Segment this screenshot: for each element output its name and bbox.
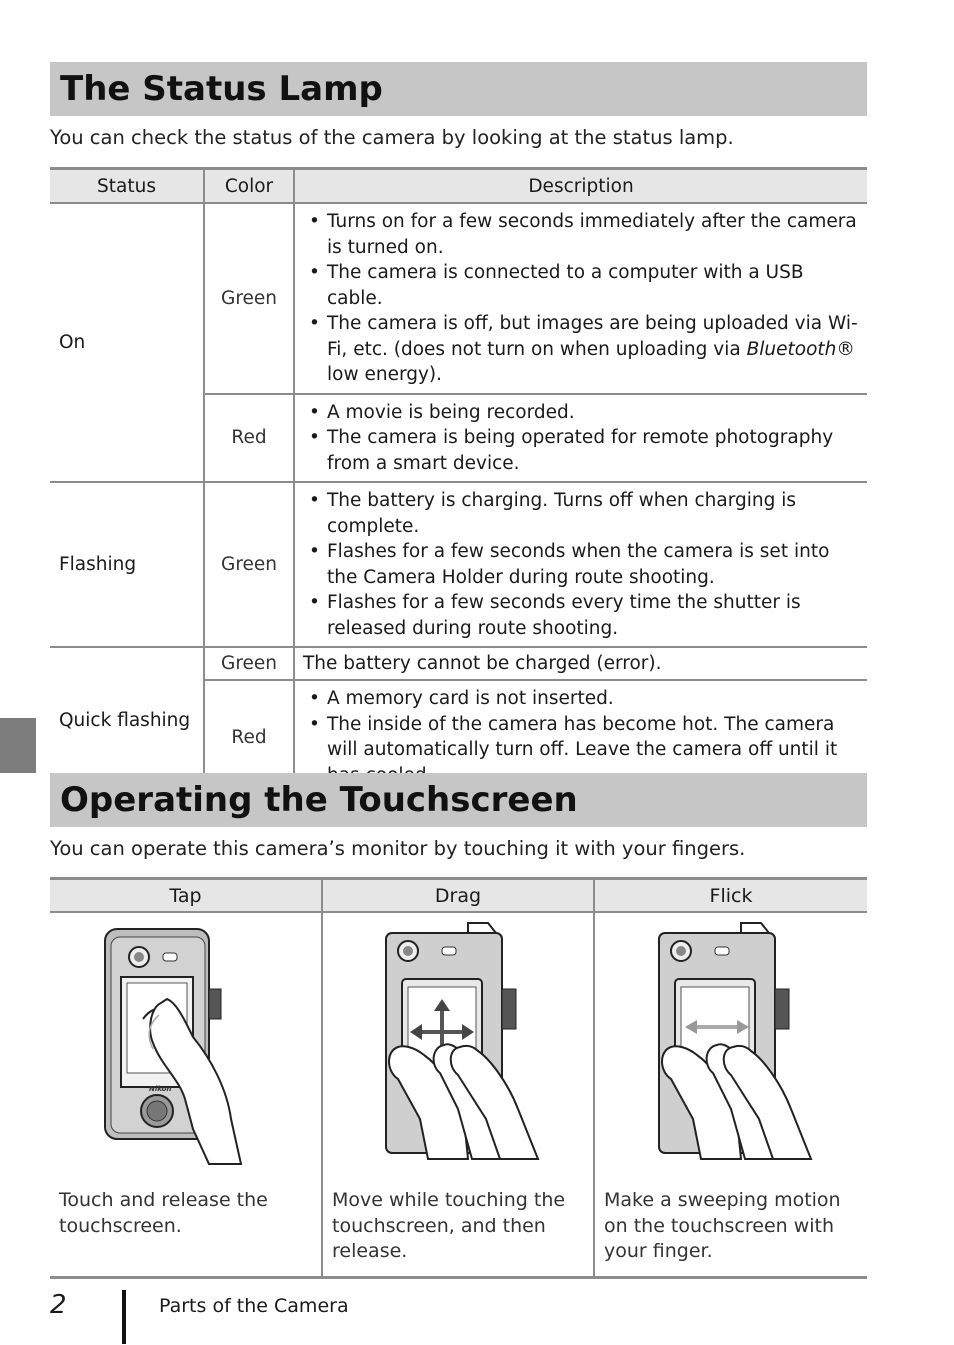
list-item: • Flashes for a few seconds every time the shutter is released during route shooting.	[303, 590, 861, 641]
nikon-logo: Nikon	[148, 1085, 171, 1093]
bluetooth-term: Bluetooth	[746, 338, 837, 360]
status-flashing: Flashing	[50, 482, 204, 647]
status-quick-flashing: Quick flashing	[50, 647, 204, 794]
header-drag: Drag	[322, 879, 594, 913]
status-lamp-heading-bar	[50, 62, 867, 116]
list-item-text: The camera is off, but images are being uploaded via Wi-Fi, etc. (does not turn on when uploading via	[327, 313, 858, 360]
list-item: • The camera is being operated for remote photography from a smart device.	[303, 425, 861, 476]
table-header-row	[50, 169, 867, 204]
tap-illustration	[50, 913, 321, 1188]
touchscreen-title: Operating the Touchscreen	[60, 780, 578, 820]
list-item: • Flashes for a few seconds when the camera is set into the Camera Holder during route shooting.	[303, 539, 861, 590]
status-on: On	[50, 203, 204, 482]
page-number: 2	[50, 1290, 67, 1320]
list-item: • Turns on for a few seconds immediately after the camera is turned on.	[303, 209, 861, 260]
header-description: Description	[294, 169, 867, 204]
drag-illustration	[323, 913, 593, 1188]
header-color: Color	[204, 169, 294, 204]
flick-illustration	[595, 913, 867, 1188]
table-header-row	[50, 879, 867, 913]
color-green: Green	[204, 482, 294, 647]
tap-caption: Touch and release the touchscreen.	[59, 1189, 268, 1237]
drag-cell	[322, 912, 594, 1278]
flick-cell	[594, 912, 867, 1278]
tap-camera-image	[81, 919, 291, 1169]
list-item: • A movie is being recorded.	[303, 400, 861, 426]
table-row	[50, 912, 867, 1278]
chapter-side-tab	[0, 718, 36, 773]
touch-gestures-table	[50, 877, 867, 1279]
color-red: Red	[204, 680, 294, 794]
description-cell	[294, 482, 867, 647]
touchscreen-heading-bar	[50, 773, 867, 827]
color-green: Green	[204, 203, 294, 394]
list-item: • The battery is charging. Turns off when charging is complete.	[303, 488, 861, 539]
footer-section-title: Parts of the Camera	[159, 1295, 349, 1317]
drag-caption: Move while touching the touchscreen, and then release.	[332, 1189, 566, 1262]
flick-caption: Make a sweeping motion on the touchscreen with your finger.	[604, 1189, 841, 1262]
list-item-text: ® low energy).	[327, 338, 855, 385]
status-lamp-title: The Status Lamp	[60, 69, 383, 109]
flick-camera-image	[641, 919, 821, 1169]
header-flick: Flick	[594, 879, 867, 913]
tap-cell	[50, 912, 322, 1278]
list-item: • The inside of the camera has become hot. The camera will automatically turn off. Leave the camera off until it	[303, 712, 861, 789]
drag-camera-image	[368, 919, 548, 1169]
color-red: Red	[204, 394, 294, 483]
list-item: • The camera is connected to a computer with a USB cable.	[303, 260, 861, 311]
status-lamp-intro: You can check the status of the camera by looking at the status lamp.	[50, 126, 734, 149]
table-row	[50, 647, 867, 680]
description-cell	[294, 394, 867, 483]
list-item	[303, 311, 861, 388]
header-tap: Tap	[50, 879, 322, 913]
touchscreen-intro: You can operate this camera’s monitor by touching it with your fingers.	[50, 837, 746, 860]
list-item: • A memory card is not inserted.	[303, 686, 861, 712]
table-row	[50, 482, 867, 647]
footer-divider	[122, 1290, 126, 1344]
table-row	[50, 203, 867, 394]
description-cell	[294, 203, 867, 394]
description-cell: The battery cannot be charged (error).	[294, 647, 867, 680]
color-green: Green	[204, 647, 294, 680]
header-status: Status	[50, 169, 204, 204]
status-lamp-table	[50, 167, 867, 795]
